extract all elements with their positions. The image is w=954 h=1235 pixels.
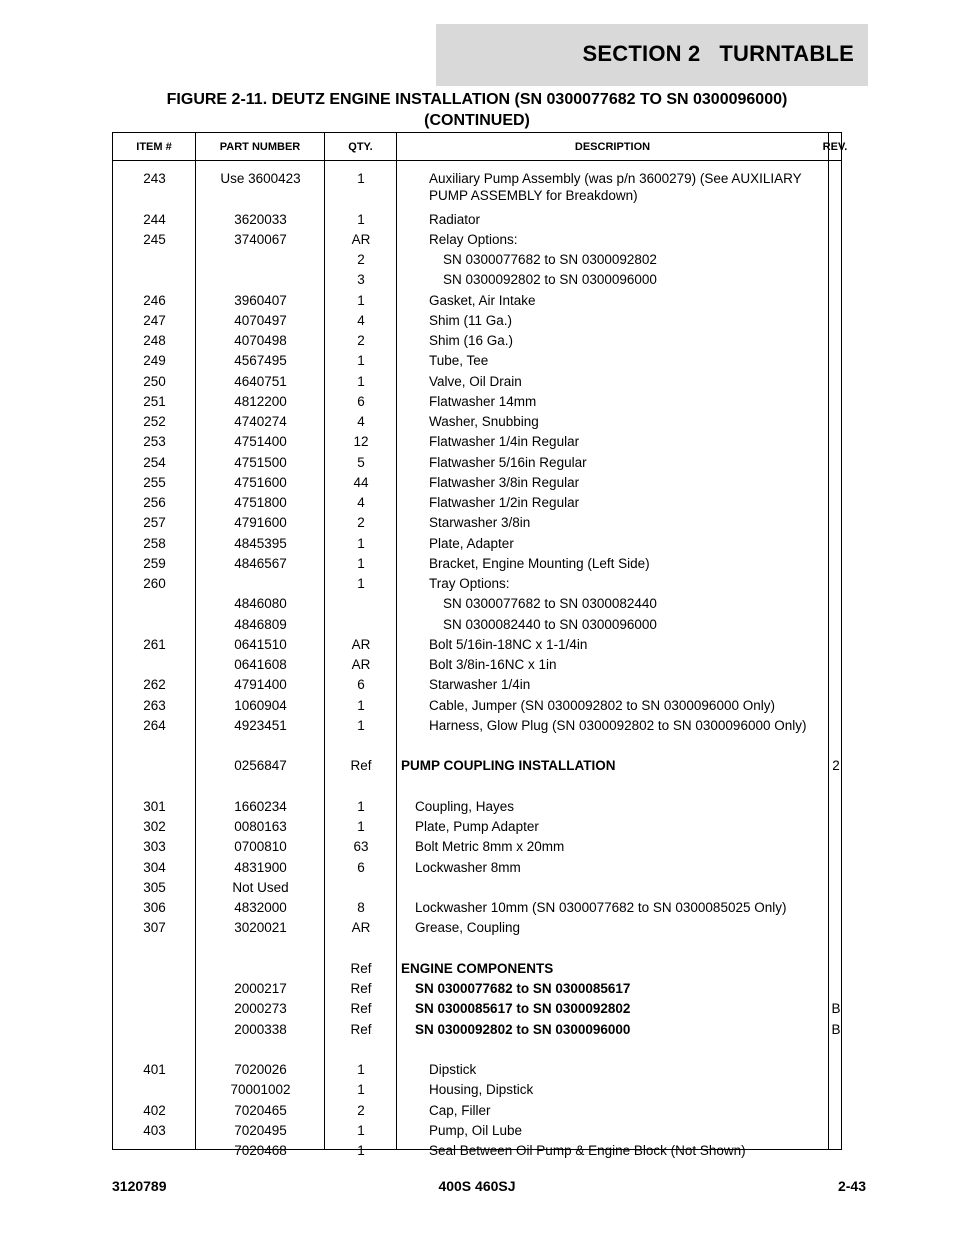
cell-item: 303 — [143, 839, 166, 855]
cell-qty: 1 — [357, 211, 365, 227]
cell-item: 256 — [143, 495, 166, 510]
cell-description: Flatwasher 1/2in Regular — [429, 495, 580, 510]
cell-item: 261 — [143, 636, 166, 652]
cell-description: Cable, Jumper (SN 0300092802 to SN 0300096000 Only) — [429, 697, 775, 713]
table-row — [113, 757, 841, 774]
cell-part-number: 4640751 — [234, 373, 287, 389]
cell-qty: 1 — [357, 535, 365, 551]
table-row — [113, 960, 841, 977]
footer-page-number: 2-43 — [837, 1178, 866, 1194]
cell-item: 260 — [143, 576, 166, 591]
cell-item: 251 — [143, 393, 166, 409]
cell-item: 258 — [143, 535, 166, 551]
cell-description: PUMP COUPLING INSTALLATION — [401, 758, 616, 774]
table-row — [113, 454, 841, 471]
cell-part-number: 4070497 — [234, 312, 287, 328]
table-row — [113, 1142, 841, 1159]
cell-description: SN 0300077682 to SN 0300085617 — [415, 981, 631, 996]
cell-part-number: 0700810 — [234, 839, 287, 855]
table-row — [113, 838, 841, 855]
cell-description: Tray Options: — [429, 576, 510, 591]
table-row — [113, 940, 841, 957]
cell-description: Harness, Glow Plug (SN 0300092802 to SN 0300096000 Only) — [429, 717, 807, 733]
cell-description: Auxiliary Pump Assembly (was p/n 3600279) (See AUXILIARY — [429, 171, 802, 186]
cell-qty: 2 — [357, 515, 365, 531]
cell-part-number: 2000338 — [234, 1021, 287, 1037]
cell-part-number: 0256847 — [234, 758, 287, 774]
table-row — [113, 555, 841, 572]
cell-description: Plate, Adapter — [429, 535, 514, 551]
table-row — [113, 332, 841, 349]
cell-qty: 6 — [357, 393, 365, 409]
cell-rev: B — [831, 1001, 841, 1017]
cell-qty: AR — [351, 231, 371, 247]
cell-qty: 2 — [357, 333, 365, 348]
cell-qty: AR — [351, 657, 371, 672]
table-row — [113, 231, 841, 248]
cell-part-number: 2000217 — [234, 981, 287, 996]
cell-description: Flatwasher 5/16in Regular — [429, 454, 587, 470]
table-row — [113, 575, 841, 592]
table-row — [113, 879, 841, 896]
cell-description: Bolt 5/16in-18NC x 1-1/4in — [429, 636, 588, 652]
cell-description: Flatwasher 1/4in Regular — [429, 434, 580, 450]
cell-description: SN 0300092802 to SN 0300096000 — [415, 1021, 631, 1037]
cell-qty: 1 — [357, 576, 365, 591]
cell-qty: 4 — [357, 495, 365, 510]
cell-part-number: 4846567 — [234, 555, 287, 571]
cell-description: Washer, Snubbing — [429, 414, 539, 429]
cell-part-number: 0080163 — [234, 819, 287, 834]
cell-qty: 1 — [357, 1122, 365, 1138]
cell-rev: 2 — [832, 758, 840, 774]
table-header — [113, 133, 848, 161]
cell-qty: AR — [351, 636, 371, 652]
cell-qty: 2 — [357, 1102, 365, 1118]
cell-part-number: 4751500 — [234, 454, 287, 470]
cell-description: SN 0300077682 to SN 0300092802 — [443, 252, 657, 267]
cell-description: Bolt Metric 8mm x 20mm — [415, 839, 565, 855]
table-row — [113, 292, 841, 309]
table-row — [113, 474, 841, 491]
cell-description: Seal Between Oil Pump & Engine Block (Not Shown) — [429, 1143, 746, 1158]
cell-part-number: Not Used — [232, 879, 289, 895]
cell-description: Bolt 3/8in-16NC x 1in — [429, 657, 557, 672]
cell-item: 403 — [143, 1122, 166, 1138]
cell-part-number: 3620033 — [234, 211, 287, 227]
cell-description: ENGINE COMPONENTS — [401, 960, 554, 976]
cell-part-number: 7020495 — [234, 1122, 287, 1138]
cell-item: 302 — [143, 819, 166, 834]
table-row — [113, 980, 841, 997]
cell-part-number: 0641510 — [234, 636, 287, 652]
cell-item: 401 — [143, 1062, 166, 1077]
cell-description: Cap, Filler — [429, 1102, 491, 1118]
cell-description: Relay Options: — [429, 231, 518, 247]
footer-model: 400S 460SJ — [438, 1178, 516, 1194]
cell-qty: 6 — [357, 859, 365, 875]
table-row — [113, 1081, 841, 1098]
figure-title: FIGURE 2-11. DEUTZ ENGINE INSTALLATION (SN 0300077682 TO SN 0300096000) — [166, 91, 788, 108]
cell-qty: 1 — [357, 171, 365, 186]
table-row — [113, 616, 841, 633]
column-header-qty: QTY. — [325, 133, 397, 160]
cell-item: 255 — [143, 474, 166, 490]
table-row — [113, 312, 841, 329]
cell-part-number: 4845395 — [234, 535, 287, 551]
cell-description: Flatwasher 3/8in Regular — [429, 474, 580, 490]
cell-description: Radiator — [429, 211, 481, 227]
cell-description: Starwasher 1/4in — [429, 677, 531, 693]
cell-qty: 8 — [357, 900, 365, 915]
cell-item: 254 — [143, 454, 166, 470]
table-row — [113, 373, 841, 390]
table-row — [113, 676, 841, 693]
cell-qty: 1 — [357, 717, 365, 733]
cell-part-number: 3740067 — [234, 231, 287, 247]
table-row — [113, 717, 841, 734]
table-row — [113, 778, 841, 795]
column-header-item: ITEM # — [113, 133, 196, 160]
table-row — [113, 211, 841, 228]
table-row — [113, 170, 841, 187]
figure-title-continued: (CONTINUED) — [424, 112, 530, 129]
cell-item: 248 — [143, 333, 166, 348]
cell-qty: 63 — [353, 839, 369, 855]
cell-description: Dipstick — [429, 1062, 477, 1077]
section-header-box — [436, 24, 868, 86]
table-row — [113, 737, 841, 754]
cell-qty: 6 — [357, 677, 365, 693]
cell-part-number: 4567495 — [234, 353, 287, 369]
cell-part-number: 1060904 — [234, 697, 287, 713]
table-row — [113, 1021, 841, 1038]
table-row — [113, 413, 841, 430]
cell-qty: 1 — [357, 798, 365, 814]
cell-item: 246 — [143, 292, 166, 308]
cell-part-number: 4751400 — [234, 434, 287, 450]
cell-item: 263 — [143, 697, 166, 713]
table-row — [113, 1102, 841, 1119]
table-row — [113, 859, 841, 876]
cell-description: SN 0300077682 to SN 0300082440 — [443, 596, 657, 612]
cell-part-number: 2000273 — [234, 1001, 287, 1017]
cell-description: Flatwasher 14mm — [429, 393, 537, 409]
table-row — [113, 595, 841, 612]
cell-qty: 1 — [357, 1082, 365, 1098]
cell-description: Plate, Pump Adapter — [415, 819, 539, 834]
cell-qty: Ref — [350, 1001, 372, 1017]
cell-description: Tube, Tee — [429, 353, 489, 369]
cell-item: 307 — [143, 920, 166, 936]
cell-part-number: 4070498 — [234, 333, 287, 348]
table-row — [113, 1061, 841, 1078]
cell-part-number: 7020468 — [234, 1143, 287, 1158]
column-header-part-number: PART NUMBER — [196, 133, 325, 160]
cell-part-number: 4832000 — [234, 900, 287, 915]
cell-description: SN 0300085617 to SN 0300092802 — [415, 1001, 631, 1017]
cell-description: Shim (11 Ga.) — [429, 312, 513, 328]
cell-description: Valve, Oil Drain — [429, 373, 522, 389]
cell-part-number: 4740274 — [234, 414, 287, 429]
cell-description: Lockwasher 10mm (SN 0300077682 to SN 0300085025 Only) — [415, 900, 787, 915]
cell-description: Shim (16 Ga.) — [429, 333, 514, 348]
table-row — [113, 818, 841, 835]
cell-item: 250 — [143, 373, 166, 389]
column-header-rev: REV. — [822, 140, 848, 153]
table-row — [113, 393, 841, 410]
cell-item: 301 — [143, 798, 166, 814]
cell-item: 252 — [143, 414, 166, 429]
table-row — [113, 899, 841, 916]
table-body — [113, 161, 841, 1158]
cell-item: 264 — [143, 717, 166, 733]
table-row — [113, 433, 841, 450]
cell-part-number: 4751800 — [234, 495, 287, 510]
cell-item: 244 — [143, 211, 166, 227]
cell-part-number: 1660234 — [234, 798, 287, 814]
cell-part-number: 4791400 — [234, 677, 287, 693]
table-row — [113, 494, 841, 511]
cell-part-number: 3960407 — [234, 292, 287, 308]
section-title: SECTION 2 TURNTABLE — [582, 41, 854, 66]
table-row — [113, 514, 841, 531]
cell-qty: AR — [351, 920, 371, 936]
cell-qty: 1 — [357, 1062, 365, 1077]
cell-description: Gasket, Air Intake — [429, 292, 536, 308]
cell-part-number: 70001002 — [230, 1082, 291, 1098]
cell-qty: 44 — [353, 474, 369, 490]
cell-qty: Ref — [350, 758, 372, 774]
cell-part-number: 7020465 — [234, 1102, 287, 1118]
cell-qty: 1 — [357, 292, 365, 308]
cell-item: 257 — [143, 515, 166, 531]
cell-item: 304 — [143, 859, 166, 875]
cell-description: SN 0300092802 to SN 0300096000 — [443, 272, 657, 288]
cell-description: Grease, Coupling — [415, 920, 521, 936]
parts-table — [112, 132, 848, 1158]
cell-qty: Ref — [350, 960, 372, 976]
column-header-description: DESCRIPTION — [397, 133, 829, 160]
cell-qty: 1 — [357, 373, 365, 389]
table-row — [113, 656, 841, 673]
cell-item: 306 — [143, 900, 166, 915]
cell-part-number: 4791600 — [234, 515, 287, 531]
cell-rev: B — [831, 1021, 841, 1037]
table-row — [113, 187, 841, 204]
cell-qty: 1 — [357, 555, 365, 571]
table-row — [113, 1000, 841, 1017]
table-row — [113, 1041, 841, 1058]
cell-description: Pump, Oil Lube — [429, 1122, 523, 1138]
cell-part-number: 4751600 — [234, 474, 287, 490]
cell-description: Coupling, Hayes — [415, 798, 515, 814]
cell-part-number: 0641608 — [234, 657, 287, 672]
cell-qty: Ref — [350, 1021, 372, 1037]
cell-description: SN 0300082440 to SN 0300096000 — [443, 616, 657, 632]
cell-part-number: 4846809 — [234, 616, 287, 632]
cell-part-number: 4831900 — [234, 859, 287, 875]
cell-qty: 2 — [357, 252, 365, 267]
footer-doc-number: 3120789 — [112, 1178, 167, 1194]
table-row — [113, 798, 841, 815]
table-row — [113, 636, 841, 653]
cell-item: 245 — [143, 231, 166, 247]
cell-qty: 1 — [357, 819, 365, 834]
cell-description: Starwasher 3/8in — [429, 515, 531, 531]
cell-item: 253 — [143, 434, 166, 450]
table-row — [113, 919, 841, 936]
cell-description: Bracket, Engine Mounting (Left Side) — [429, 555, 650, 571]
cell-qty: 4 — [357, 414, 365, 429]
table-row — [113, 352, 841, 369]
cell-part-number: 3020021 — [234, 920, 287, 936]
cell-item: 249 — [143, 353, 166, 369]
cell-description: Lockwasher 8mm — [415, 859, 521, 875]
table-row — [113, 535, 841, 552]
cell-qty: 4 — [357, 312, 365, 328]
cell-qty: 3 — [357, 272, 365, 288]
cell-description: PUMP ASSEMBLY for Breakdown) — [429, 188, 638, 204]
cell-item: 247 — [143, 312, 166, 328]
table-row — [113, 251, 841, 268]
cell-item: 243 — [143, 171, 166, 186]
cell-part-number: 4923451 — [234, 717, 287, 733]
cell-qty: 1 — [357, 353, 365, 369]
cell-item: 262 — [143, 677, 166, 693]
cell-part-number: 4812200 — [234, 393, 287, 409]
cell-qty: 12 — [353, 434, 369, 450]
table-row — [113, 1122, 841, 1139]
cell-item: 305 — [143, 879, 166, 895]
cell-qty: Ref — [350, 981, 372, 996]
cell-item: 402 — [143, 1102, 166, 1118]
cell-part-number: 4846080 — [234, 596, 287, 612]
cell-description: Housing, Dipstick — [429, 1082, 534, 1098]
cell-item: 259 — [143, 555, 166, 571]
cell-qty: 1 — [357, 697, 365, 713]
cell-qty: 5 — [357, 454, 365, 470]
cell-part-number: 7020026 — [234, 1062, 287, 1077]
table-row — [113, 697, 841, 714]
cell-qty: 1 — [357, 1143, 365, 1158]
cell-part-number: Use 3600423 — [220, 171, 301, 186]
table-row — [113, 271, 841, 288]
